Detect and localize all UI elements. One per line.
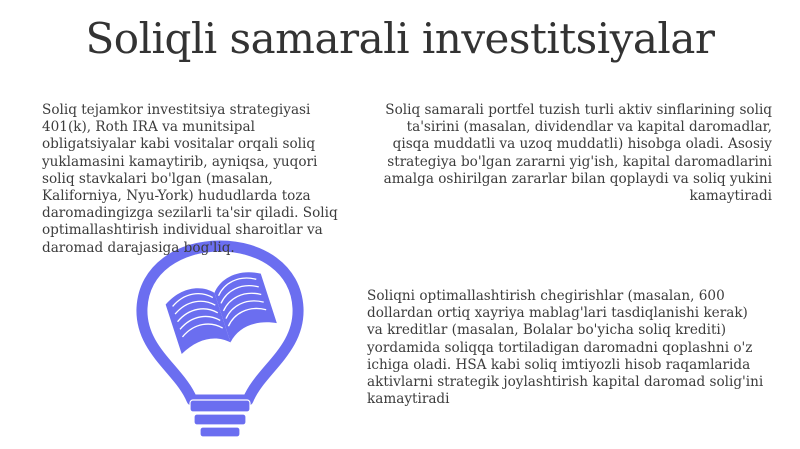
lightbulb-with-book-icon bbox=[120, 240, 320, 445]
book-icon bbox=[163, 267, 278, 358]
paragraph-left: Soliq tejamkor investitsiya strategiyasi 401(k), Roth IRA va munitsipal obligatsiyalar kabi vositalar orqali soliq yuklamasini kamaytirib, ayniqsa, yuqori soliq stavkalari bo'lgan (masalan, Kaliforniya, Nyu-York) hududlarda toza daromadingizga sezilarli ta'sir qiladi. Soliq optimallashtirish individual sharoitlar va daromad darajasiga bog'liq. bbox=[42, 102, 338, 256]
page-title: Soliqli samarali investitsiyalar bbox=[85, 14, 715, 63]
paragraph-bottom: Soliqni optimallashtirish chegirishlar (masalan, 600 dollardan ortiq xayriya mablag'lari tasdiqlanishi kerak) va kreditlar (masalan, Bolalar bo'yicha soliq krediti) yordamida soliqqa tortiladigan daromadni qoplashni o'z ichiga oladi. HSA kabi soliq imtiyozli hisob raqamlarida aktivlarni strategik joylashtirish kapital daromad solig'ini kamaytiradi bbox=[367, 288, 764, 408]
paragraph-right: Soliq samarali portfel tuzish turli aktiv sinflarining soliq ta'sirini (masalan, dividendlar va kapital daromadlar, qisqa muddatli va uzoq muddatli) hisobga oladi. Asosiy strategiya bo'lgan zararni yig'ish, kapital daromadlarini amalga oshirilgan zararlar bilan qoplaydi va soliq yukini kamaytiradi bbox=[383, 102, 772, 205]
bulb-base bbox=[190, 400, 250, 437]
